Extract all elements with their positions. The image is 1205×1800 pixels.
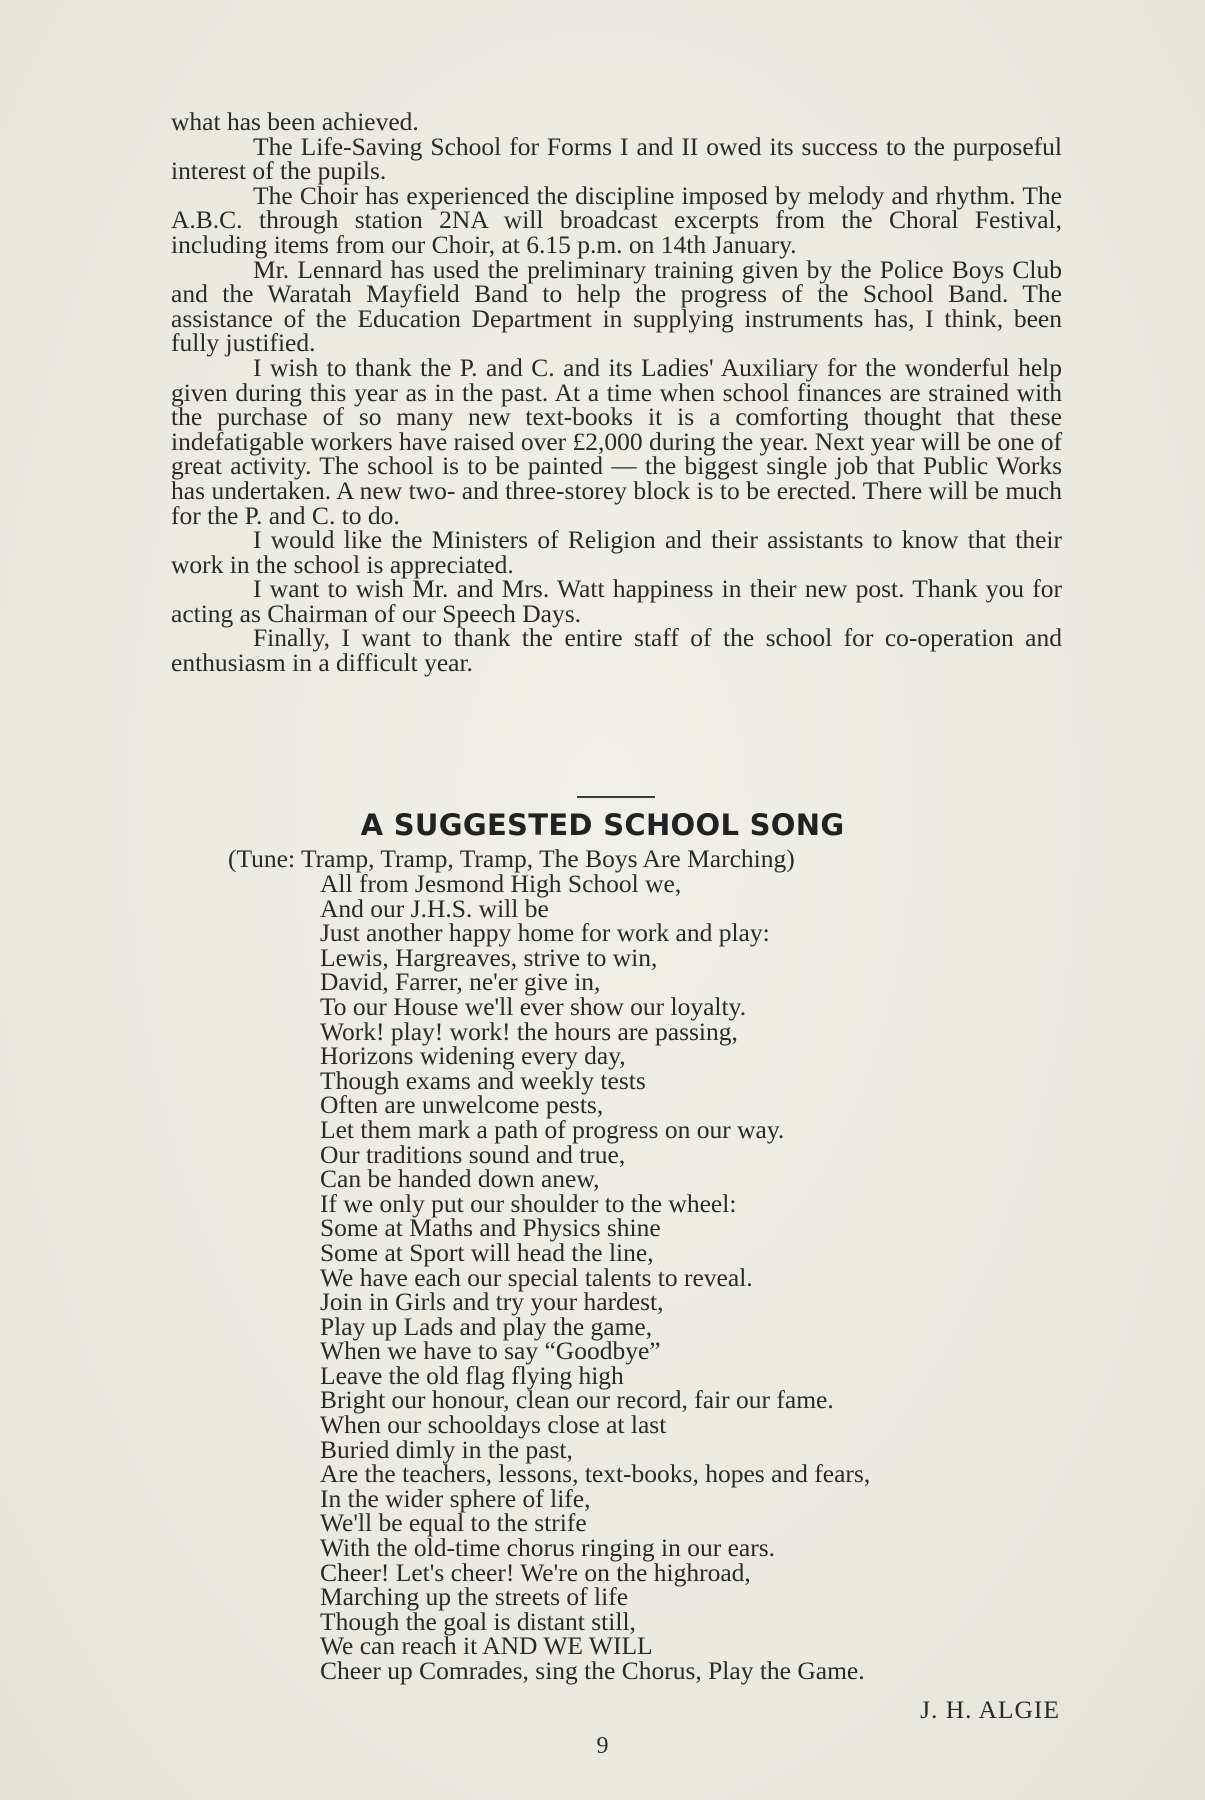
lyric-line: Work! play! work! the hours are passing,	[320, 1016, 738, 1046]
lyric-line: Join in Girls and try your hardest,	[320, 1287, 664, 1317]
lyric-line: With the old-time chorus ringing in our ears.	[320, 1533, 776, 1563]
lyric-line: We can reach it AND WE WILL	[320, 1631, 653, 1661]
lyric-line: Some at Sport will head the line,	[320, 1237, 654, 1267]
lyric-line: Marching up the streets of life	[320, 1582, 629, 1612]
lyric-line: Just another happy home for work and play:	[320, 918, 770, 948]
report-text	[171, 107, 1062, 678]
lyric-line: We have each our special talents to reveal.	[320, 1262, 753, 1292]
section-divider	[577, 796, 655, 798]
lyric-line: Often are unwelcome pests,	[320, 1090, 604, 1120]
song-tune: (Tune: Tramp, Tramp, Tramp, The Boys Are Marching)	[228, 844, 795, 873]
paragraph: Finally, I want to thank the entire staff of the school for co-operation and enthusiasm in a difficult year.	[171, 623, 1062, 678]
lyric-line: Leave the old flag flying high	[320, 1360, 624, 1390]
lyric-line: When we have to say “Goodbye”	[320, 1336, 661, 1366]
lyric-line: If we only put our shoulder to the wheel:	[320, 1188, 737, 1218]
lyric-line: Cheer! Let's cheer! We're on the highroad,	[320, 1557, 751, 1587]
lyric-line: Some at Maths and Physics shine	[320, 1213, 661, 1243]
lyric-line: Though exams and weekly tests	[320, 1065, 646, 1095]
paragraph: I want to wish Mr. and Mrs. Watt happiness in their new post. Thank you for acting as Chairman of our Speech Days.	[171, 574, 1062, 628]
lyric-line: Bright our honour, clean our record, fair our fame.	[320, 1385, 834, 1415]
song-title: A SUGGESTED SCHOOL SONG	[360, 808, 845, 842]
paragraph: The Life-Saving School for Forms I and II owed its success to the purposeful interest of the pupils.	[171, 131, 1062, 186]
lyric-line: Cheer up Comrades, sing the Chorus, Play the Game.	[320, 1656, 865, 1685]
lyric-line: All from Jesmond High School we,	[320, 869, 682, 898]
lyric-line: And our J.H.S. will be	[320, 893, 549, 923]
lyric-line: We'll be equal to the strife	[320, 1508, 587, 1538]
lyric-line: To our House we'll ever show our loyalty.	[320, 991, 747, 1021]
paragraph: what has been achieved.	[171, 107, 419, 136]
lyric-line: David, Farrer, ne'er give in,	[320, 967, 601, 997]
lyric-line: Can be handed down anew,	[320, 1164, 600, 1194]
paragraph: I wish to thank the P. and C. and its Ladies' Auxiliary for the wonderful help given during this year as in the past. At a time when school finances are strained with the purchase of so many new text-books it is a comforting thought that these indefatigable workers have raised over £2,000 during the year. Next year will be one of great activity. The school is to be painted — the biggest single job that Public Works has undertaken. A new two- and three-storey block is to be erected. There will be much for the P. and C. to do.	[171, 352, 1062, 530]
paragraph: Mr. Lennard has used the preliminary training given by the Police Boys Club and the Waratah Mayfield Band to help the progress of the School Band. The assistance of the Education Department in supplying instruments has, I think, been fully justified.	[171, 254, 1062, 358]
lyric-line: Buried dimly in the past,	[320, 1434, 573, 1464]
lyric-line: When our schooldays close at last	[320, 1410, 667, 1440]
paragraph: I would like the Ministers of Religion and their assistants to know that their work in the school is appreciated.	[171, 525, 1062, 579]
lyric-line: Horizons widening every day,	[320, 1041, 626, 1071]
lyric-line: In the wider sphere of life,	[320, 1483, 591, 1513]
lyric-line: Though the goal is distant still,	[320, 1606, 636, 1636]
lyric-line: Are the teachers, lessons, text-books, hopes and fears,	[320, 1459, 871, 1489]
song-author: J. H. ALGIE	[920, 1695, 1060, 1724]
song-lyrics	[320, 869, 871, 1685]
lyric-line: Let them mark a path of progress on our way.	[320, 1114, 785, 1144]
lyric-line: Our traditions sound and true,	[320, 1139, 626, 1169]
paragraph: The Choir has experienced the discipline imposed by melody and rhythm. The A.B.C. through station 2NA will broadcast excerpts from the Choral Festival, including items from our Choir, at 6.15 p.m. on 14th January.	[171, 180, 1062, 259]
lyric-line: Play up Lads and play the game,	[320, 1311, 653, 1341]
page-number: 9	[596, 1733, 609, 1759]
lyric-line: Lewis, Hargreaves, strive to win,	[320, 942, 658, 972]
